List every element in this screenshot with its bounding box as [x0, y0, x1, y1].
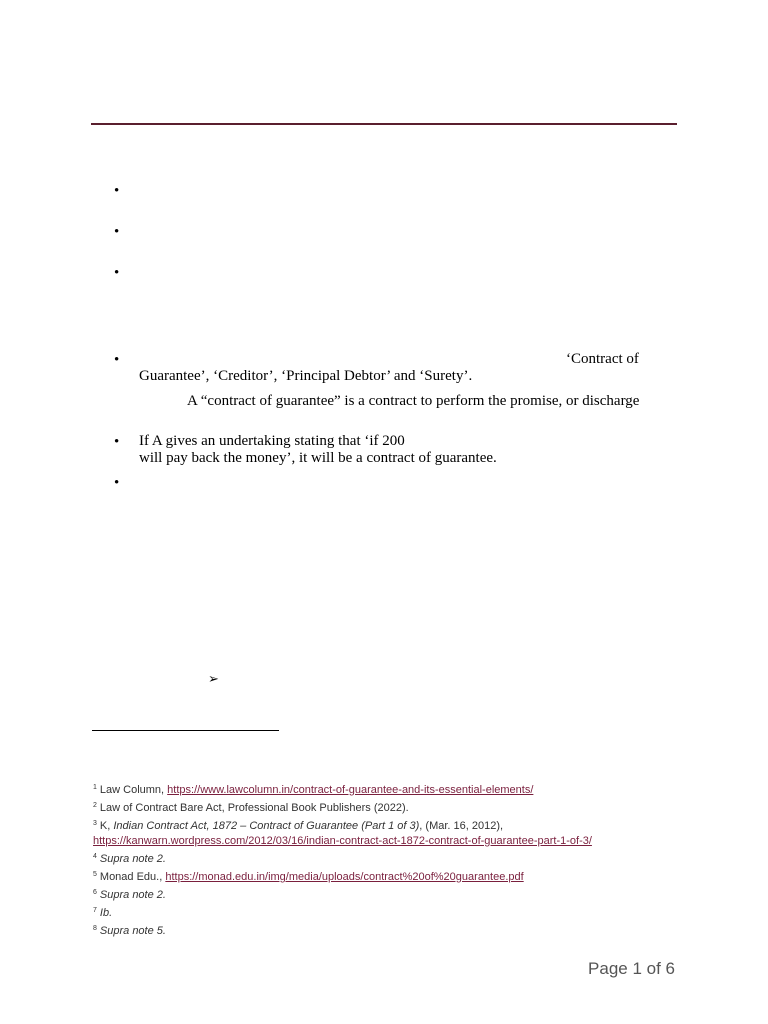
terms-text: Guarantee’, ‘Creditor’, ‘Principal Debtor’ and ‘Surety’. — [139, 368, 473, 384]
footnote-1: $^1$ Law Column, https://www.lawcolumn.in/contract-of-guarantee-and-its-essential-elements/ — [93, 784, 534, 796]
contract-of-text: ‘Contract of — [566, 351, 639, 367]
footnote-6: $^6$ Supra note 2. — [93, 889, 166, 901]
footnote-4: $^4$ Supra note 2. — [93, 853, 166, 865]
footnote-8: $^8$ Supra note 5. — [93, 925, 166, 937]
bullet-3: • — [114, 265, 120, 281]
bullet-5: • — [114, 434, 120, 450]
example-text-2: will pay back the money’, it will be a contract of guarantee. — [139, 450, 497, 466]
footnote-separator — [92, 730, 279, 731]
footnotes — [93, 780, 713, 939]
footnote-5: $^5$ Monad Edu., https://monad.edu.in/img/media/uploads/contract%20of%20guarantee.pdf — [93, 871, 524, 883]
footnote-link[interactable]: https://www.lawcolumn.in/contract-of-guarantee-and-its-essential-elements/ — [167, 784, 534, 796]
bullet-1: • — [114, 183, 120, 199]
page-number: Page 1 of 6 — [588, 959, 675, 978]
example-text-1: If A gives an undertaking stating that ‘if 200 — [139, 433, 405, 449]
footnote-2: $^2$ Law of Contract Bare Act, Professional Book Publishers (2022). — [93, 802, 409, 814]
footnote-3-continued — [93, 834, 713, 849]
bullet-2: • — [114, 224, 120, 240]
footnote-link[interactable]: https://monad.edu.in/img/media/uploads/contract%20of%20guarantee.pdf — [165, 871, 524, 883]
bullet-6: • — [114, 475, 120, 491]
definition-text: A “contract of guarantee” is a contract to perform the promise, or discharge — [187, 393, 640, 409]
bullet-4: • — [114, 352, 120, 368]
footnote-3: $^3$ K, Indian Contract Act, 1872 – Contract of Guarantee (Part 1 of 3), (Mar. 16, 2012), — [93, 820, 504, 832]
header-rule — [91, 123, 677, 125]
arrow-bullet-icon: ➢ — [208, 671, 219, 686]
footnote-7: $^7$ Ib. — [93, 907, 113, 919]
footnote-link[interactable]: https://kanwarn.wordpress.com/2012/03/16/indian-contract-act-1872-contract-of-guarantee-part-1-of-3/ — [93, 835, 592, 847]
